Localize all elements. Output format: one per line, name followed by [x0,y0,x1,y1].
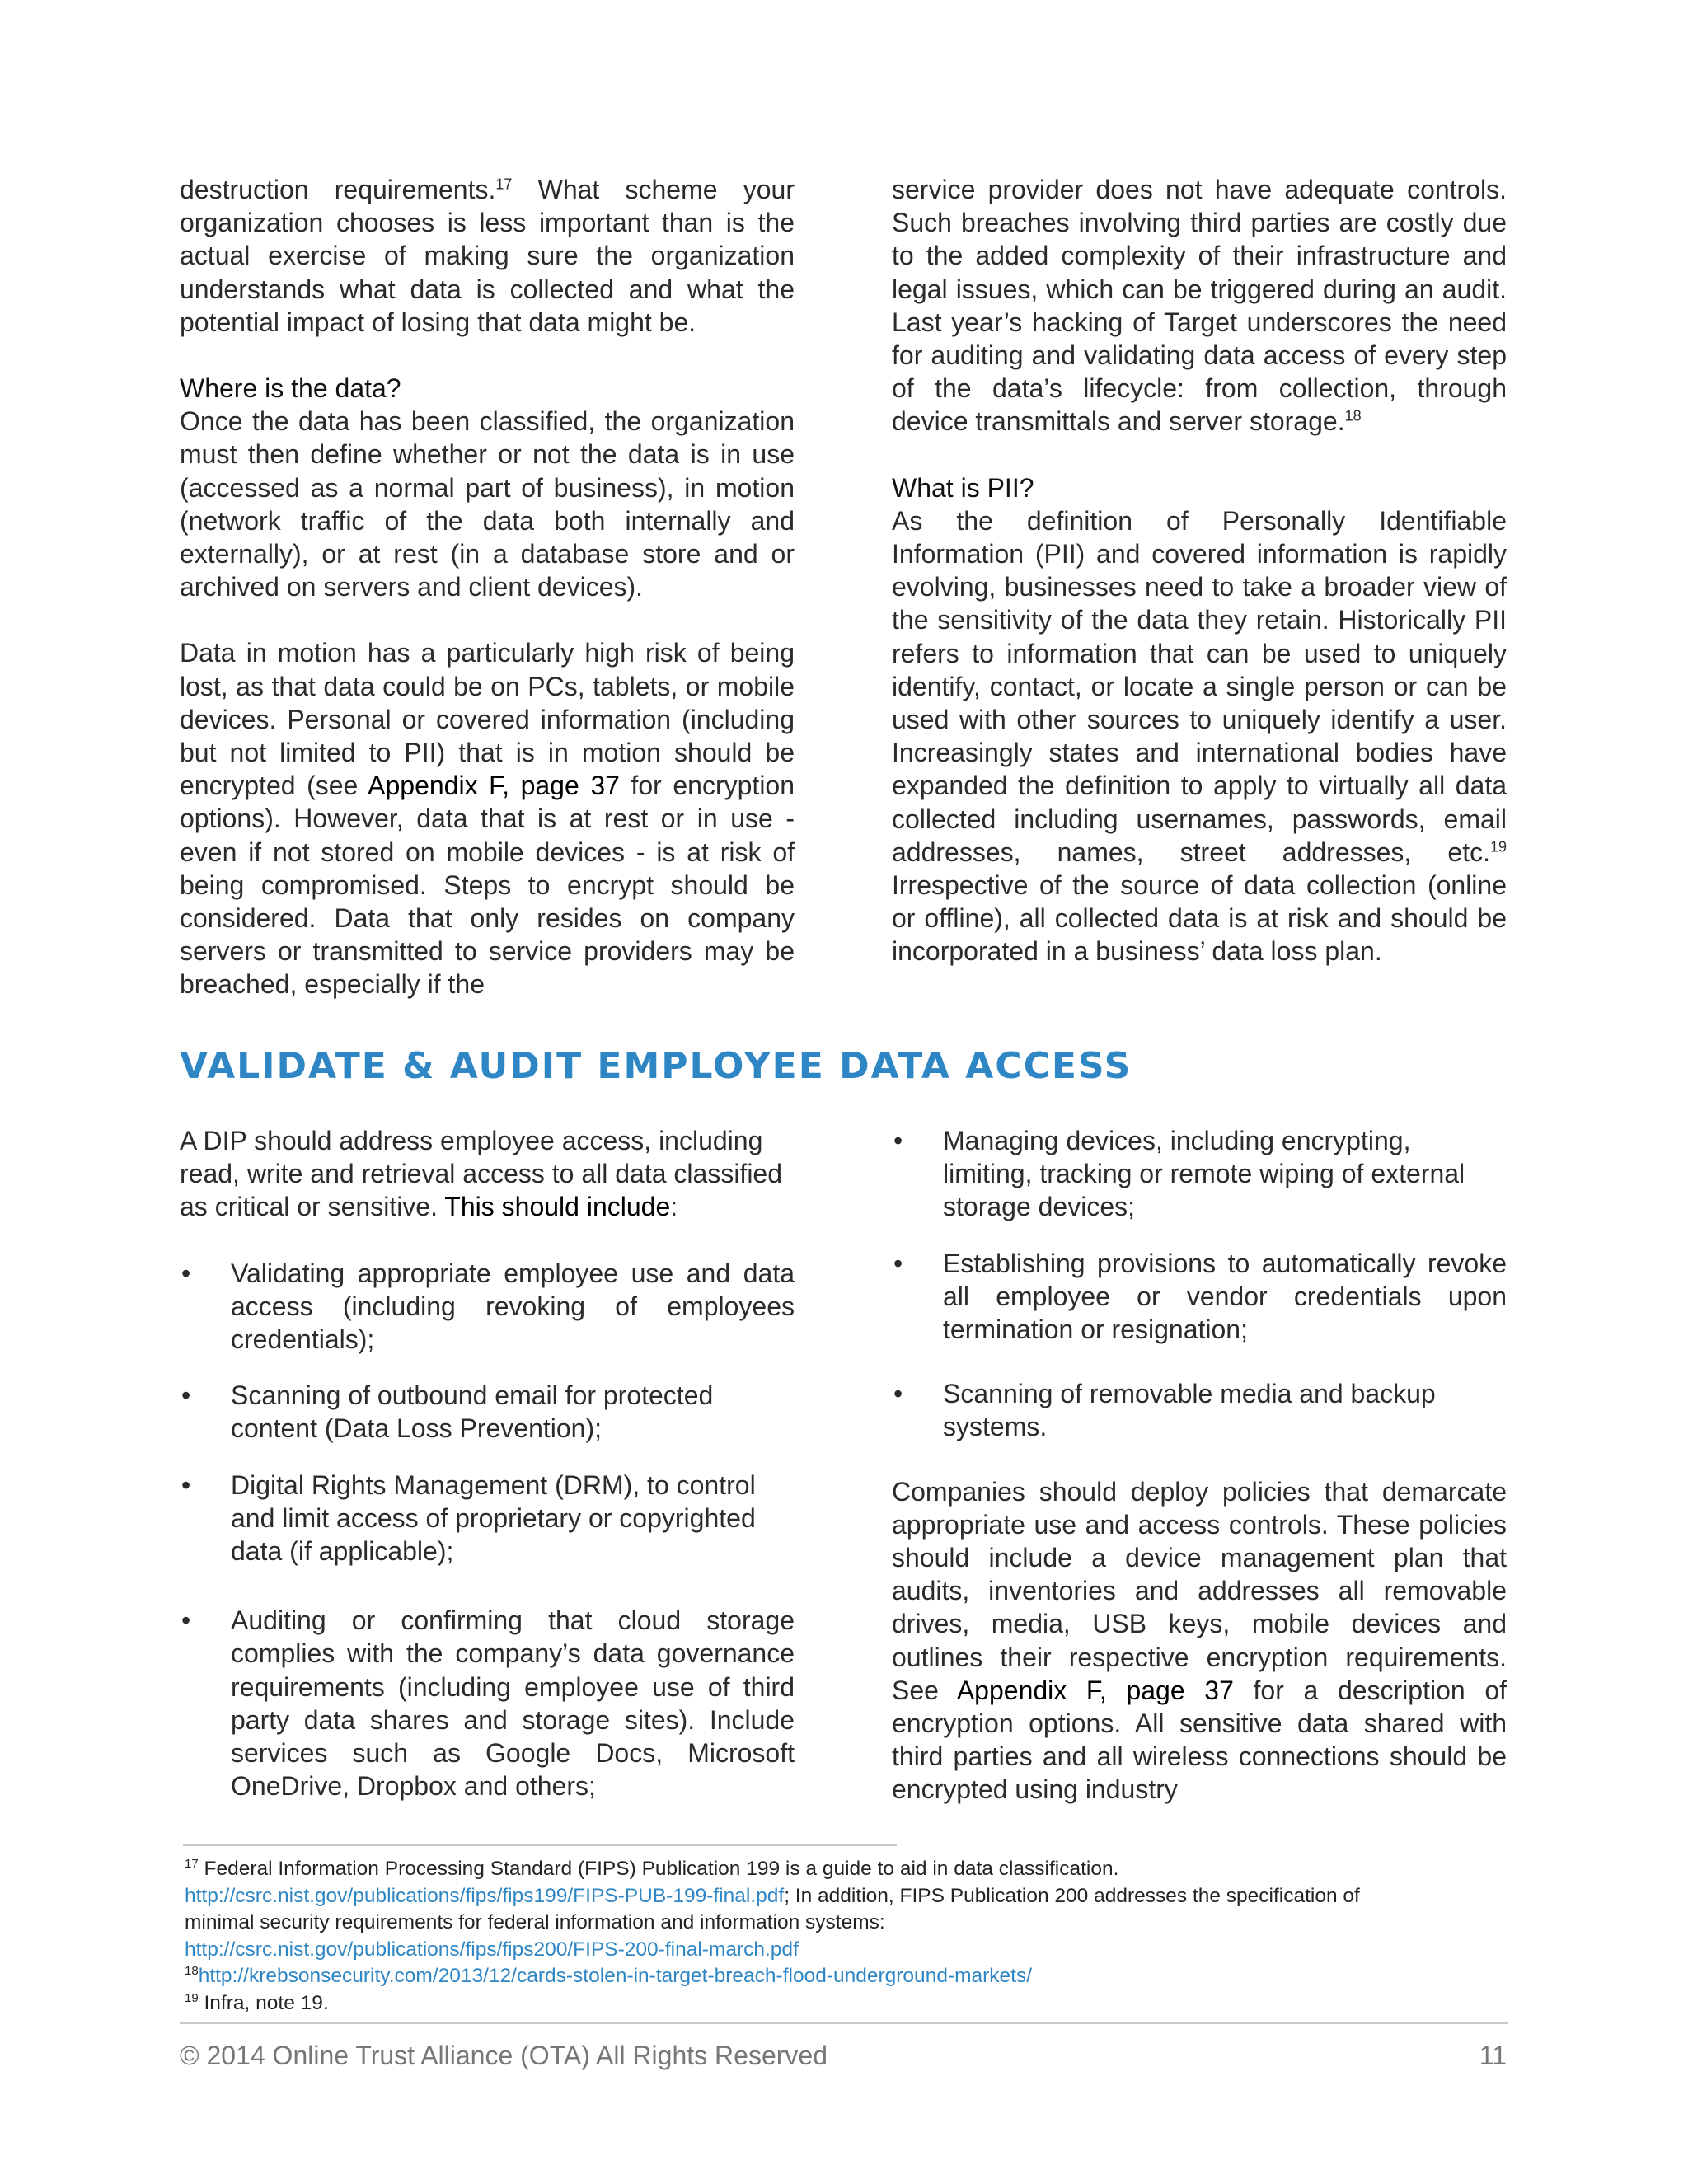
right-column-bottom [892,1124,1507,1807]
paragraph-device-policies: Companies should deploy policies that demarcate appropriate use and access controls. These policies should include a device management plan that audits, inventories and addresses all removable drives, media, USB keys, mobile devices and outlines their respective encryption requirements. See Appendix F, page 37 for a description of encryption options. All sensitive data shared with third parties and all wireless connections should be encrypted using industry [892,1476,1507,1805]
list-item: • Auditing or confirming that cloud storage complies with the company’s data governance requirements (including employee use of third party data shares and storage sites). Include services such as Google Docs, Microsoft OneDrive, Dropbox and others; [180,1604,795,1802]
list-item: • Digital Rights Management (DRM), to control and limit access of proprietary or copyrighted data (if applicable); [180,1469,795,1568]
fips199-link[interactable]: http://csrc.nist.gov/publications/fips/fips199/FIPS-PUB-199-final.pdf [185,1884,785,1907]
right-column-top [892,173,1507,968]
bullet-list-right [892,1124,1507,1444]
copyright: © 2014 Online Trust Alliance (OTA) All Rights Reserved [180,2041,828,2070]
krebs-link[interactable]: http://krebsonsecurity.com/2013/12/cards-stolen-in-target-breach-flood-underground-markets/ [198,1965,1033,1987]
fips200-link[interactable]: http://csrc.nist.gov/publications/fips/fips200/FIPS-200-final-march.pdf [185,1938,799,1961]
footer-divider [180,2022,1508,2024]
footnote-divider [183,1844,897,1846]
footnote-18: $^{18}$http://krebsonsecurity.com/2013/12/cards-stolen-in-target-breach-flood-underground-markets/ [185,1963,1033,1987]
left-column-bottom [180,1124,795,1825]
appendix-f-link[interactable]: Appendix F, page 37 [368,771,620,801]
footnote-19: $^{19}$ Infra, note 19. [185,1990,329,2014]
footnote-ref-18[interactable]: 18 [1344,407,1362,424]
footnote-ref-19[interactable]: 19 [1489,838,1507,855]
section-title: VALIDATE & AUDIT EMPLOYEE DATA ACCESS [180,1045,1132,1087]
paragraph-data-states: Once the data has been classified, the organization must then define whether or not the data is in use (accessed as a normal part of business), in motion (network traffic of the data both internally and externally), or at rest (in a database store and or archived on servers and client devices). [180,406,795,602]
left-column-top [180,173,795,1001]
paragraph-classification: destruction requirements.$^{17}$ What scheme your organization chooses is less important than is the actual exercise of making sure the organization understands what data is collected and what the potential impact of losing that data might be. [180,175,795,337]
footnote-17: $^{17}$ Federal Information Processing Standard (FIPS) Publication 199 is a guide to aid in data classification. [185,1856,1119,1880]
footnotes: $^{17}$ Federal Information Processing Standard (FIPS) Publication 199 is a guide to aid in data classification. http://csrc.nist.gov/publications/fips/fips199/FIPS-PUB-199-final.pdf; In addition, FIPS Publication 200 addresses the specification of minimal security requirements for federal information and information systems: http://csrc.nist.gov/publications/fips/fips200/FIPS-200-final-march.pdf $^{18}$http://krebsonsecurity.com/2013/12/cards-stolen-in-target-breach-flood-underground-markets/ $^{19}$ Infra, note 19. [185,1856,1503,2017]
paragraph-dip-intro: A DIP should address employee access, including read, write and retrieval access to all data classified as critical or sensitive. This should include: [180,1126,783,1222]
subheading-where-is-data: Where is the data? [180,373,401,404]
list-item: • Scanning of removable media and backup systems. [892,1377,1507,1443]
subheading-what-is-pii: What is PII? [892,472,1034,503]
appendix-f-link[interactable]: Appendix F, page 37 [956,1675,1234,1705]
bullet-list-left [180,1257,795,1803]
paragraph-pii-definition: As the definition of Personally Identifiable Information (PII) and covered information is rapidly evolving, businesses need to take a broader view of the sensitivity of the data they retain. Historically PII refers to information that can be used to uniquely identify, contact, or locate a single person or can be used with other sources to uniquely identify a user. Increasingly states and international bodies have expanded the definition to apply to virtually all data collected including usernames, passwords, email addresses, names, street addresses, etc.$^{19}$ Irrespective of the source of data collection (online or offline), all collected data is at risk and should be incorporated in a business’ data loss plan. [892,505,1507,967]
list-item: • Validating appropriate employee use and data access (including revoking of employees credentials); [180,1257,795,1357]
paragraph-service-provider: service provider does not have adequate controls. Such breaches involving third parties are costly due to the added complexity of their infrastructure and legal issues, which can be triggered during an audit. Last year’s hacking of Target underscores the need for auditing and validating data access of every step of the data’s lifecycle: from collection, through device transmittals and server storage.$^{18}$ [892,175,1507,437]
footnote-ref-17[interactable]: 17 [495,176,513,193]
paragraph-data-in-motion: Data in motion has a particularly high risk of being lost, as that data could be on PCs, tablets, or mobile devices. Personal or covered information (including but not limited to PII) that is in motion should be encrypted (see Appendix F, page 37 for encryption options). However, data that is at rest or in use - even if not stored on mobile devices - is at risk of being compromised. Steps to encrypt should be considered. Data that only resides on company servers or transmitted to service providers may be breached, especially if the [180,638,795,1000]
list-item: • Scanning of outbound email for protected content (Data Loss Prevention); [180,1379,795,1445]
list-item: • Establishing provisions to automatically revoke all employee or vendor credentials upon termination or resignation; [892,1247,1507,1347]
list-item: • Managing devices, including encrypting, limiting, tracking or remote wiping of external storage devices; [892,1124,1507,1224]
page-number: 11 [1479,2041,1507,2070]
